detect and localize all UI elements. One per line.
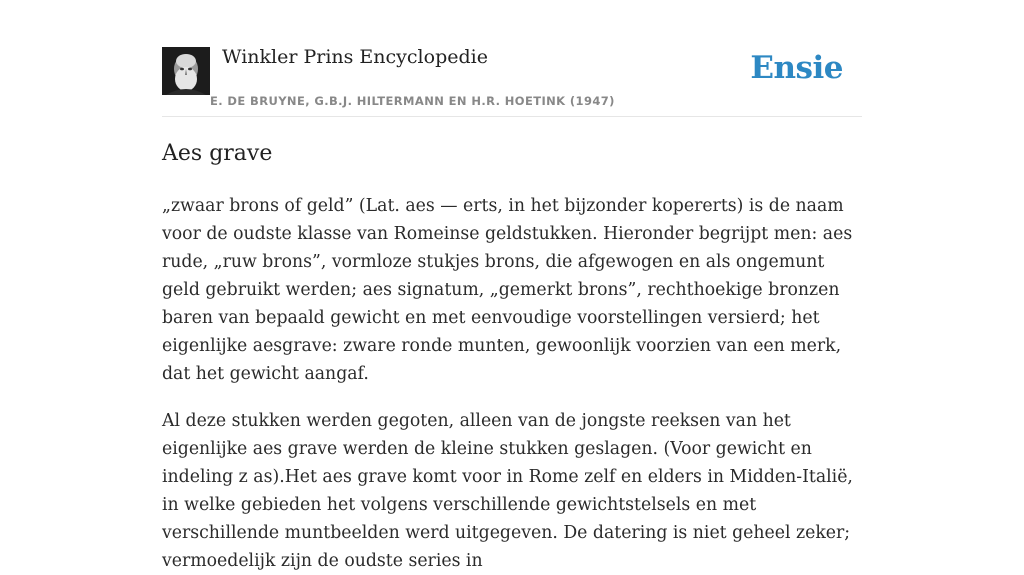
article-title: Aes grave — [162, 141, 273, 166]
article-paragraph: Al deze stukken werden gegoten, alleen van de jongste reeksen van het eigenlijke aes grave werden de kleine stukken geslagen. (Voor gewicht en indeling z as).Het aes grave komt voor in Rome zelf en elders in Midden-Italië, in welke gebieden het volgens verschillende gewichtstelsels en met verschillende muntbeelden werd uitgegeven. De datering is niet geheel zeker; vermoedelijk zijn de oudste series in — [162, 411, 853, 571]
article-paragraph: „zwaar brons of geld” (Lat. aes — erts, in het bijzonder kopererts) is de naam voor de oudste klasse van Romeinse geldstukken. Hieronder begrijpt men: aes rude, „ruw brons”, vormloze stukjes brons, die afgewogen en als ongemunt geld gebruikt werden; aes signatum, „gemerkt brons”, rechthoekige bronzen baren van bepaald gewicht en met eenvoudige voorstellingen versierd; het eigenlijke aesgrave: zware ronde munten, gewoonlijk voorzien van een merk, dat het gewicht aangaf. — [162, 196, 853, 384]
authors-line: E. DE BRUYNE, G.B.J. HILTERMANN EN H.R. HOETINK (1947) — [210, 94, 615, 108]
article — [162, 138, 862, 575]
header — [162, 0, 862, 117]
author-portrait-icon[interactable] — [162, 47, 210, 95]
ensie-logo[interactable]: Ensie — [750, 50, 843, 86]
book-title[interactable]: Winkler Prins Encyclopedie — [222, 46, 488, 68]
